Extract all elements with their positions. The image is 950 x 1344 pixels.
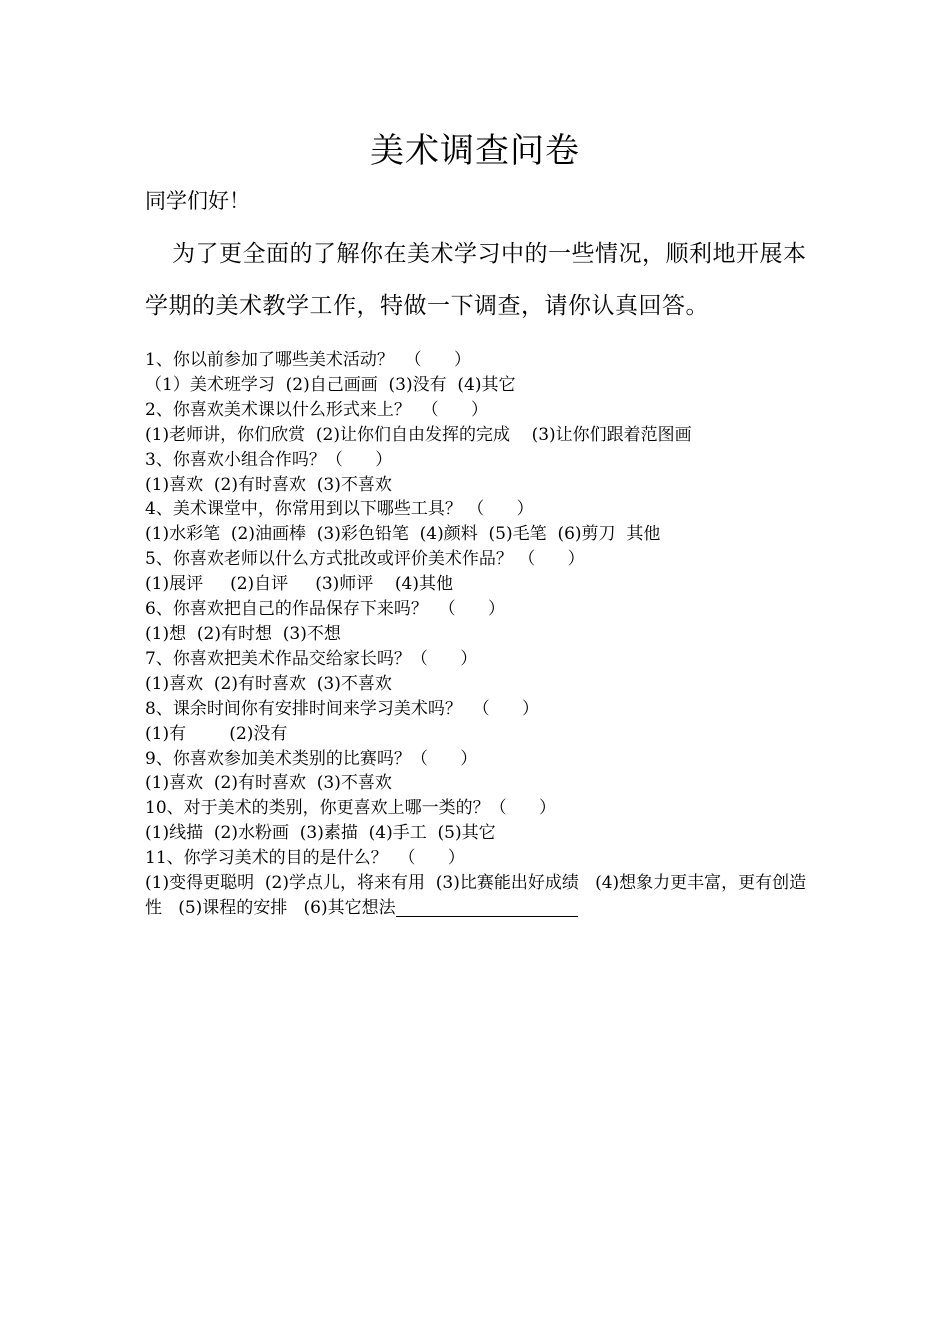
- question-10-options: (1)线描 (2)水粉画 (3)素描 (4)手工 (5)其它: [145, 823, 496, 844]
- question-7-options: (1)喜欢 (2)有时喜欢 (3)不喜欢: [145, 673, 392, 694]
- question-11-options-wrapper: [145, 871, 810, 921]
- question-3-options: (1)喜欢 (2)有时喜欢 (3)不喜欢: [145, 474, 392, 495]
- question-8: 8、课余时间你有安排时间来学习美术吗？ （ ）: [145, 698, 540, 719]
- question-10: 10、对于美术的类别，你更喜欢上哪一类的？（ ）: [145, 798, 557, 819]
- question-4-options: (1)水彩笔 (2)油画棒 (3)彩色铅笔 (4)颜料 (5)毛笔 (6)剪刀 其他: [145, 524, 661, 545]
- question-2-options: (1)老师讲，你们欣赏 (2)让你们自由发挥的完成 (3)让你们跟着范图画: [145, 424, 692, 445]
- question-6-options: (1)想 (2)有时想 (3)不想: [145, 623, 341, 644]
- question-3: 3、你喜欢小组合作吗？（ ）: [145, 449, 393, 470]
- question-1: 1、你以前参加了哪些美术活动？ （ ）: [145, 350, 472, 370]
- question-7: 7、你喜欢把美术作品交给家长吗？（ ）: [145, 648, 478, 669]
- question-5: 5、你喜欢老师以什么方式批改或评价美术作品？ （ ）: [145, 549, 585, 570]
- question-4: 4、美术课堂中，你常用到以下哪些工具？ （ ）: [145, 499, 534, 520]
- question-9: 9、你喜欢参加美术类别的比赛吗？（ ）: [145, 748, 478, 769]
- question-11: 11、你学习美术的目的是什么？ （ ）: [145, 848, 465, 869]
- question-11-options: (1)变得更聪明 (2)学点儿，将来有用 (3)比赛能出好成绩 (4)想象力更丰富，更有创造性 (5)课程的安排 (6)其它想法: [145, 873, 807, 918]
- question-8-options: (1)有 (2)没有: [145, 723, 288, 744]
- document-title: 美术调查问卷: [370, 131, 580, 171]
- question-9-options: (1)喜欢 (2)有时喜欢 (3)不喜欢: [145, 773, 392, 794]
- intro-paragraph: 为了更全面的了解你在美术学习中的一些情况，顺利地开展本学期的美术教学工作，特做一下调查，请你认真回答。: [145, 241, 807, 319]
- question-6: 6、你喜欢把自己的作品保存下来吗？ （ ）: [145, 599, 506, 620]
- question-5-options: (1)展评 (2)自评 (3)师评 (4)其他: [145, 574, 453, 595]
- question-1-options: （1）美术班学习 (2)自己画画 (3)没有 (4)其它: [145, 374, 516, 395]
- question-list: [145, 348, 810, 921]
- question-2: 2、你喜欢美术课以什么形式来上？ （ ）: [145, 399, 489, 420]
- answer-blank-line[interactable]: [396, 898, 578, 917]
- greeting-text: 同学们好！: [145, 189, 250, 213]
